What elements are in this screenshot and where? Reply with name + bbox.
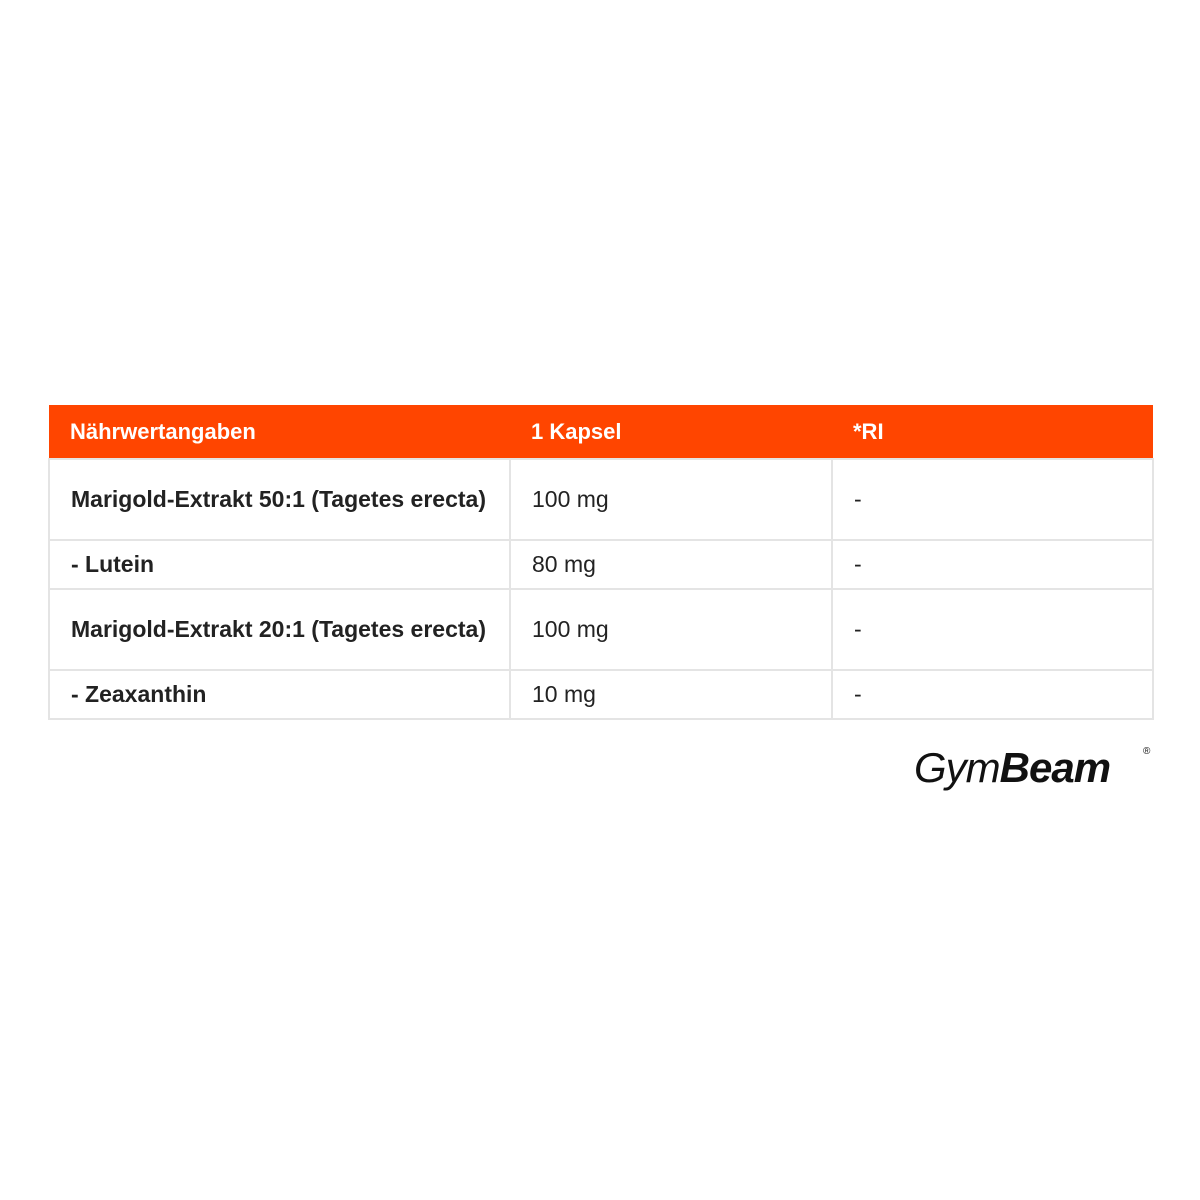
nutrition-table [48, 405, 1154, 720]
header-per-capsule: 1 Kapsel [510, 405, 832, 459]
nutrient-amount: 100 mg [510, 459, 832, 540]
header-reference-intake: *RI [832, 405, 1153, 459]
table-row [49, 589, 1153, 670]
logo-text-bold: Beam [999, 744, 1111, 791]
nutrient-name: - Lutein [49, 540, 510, 589]
svg-text:GymBeam [914, 744, 1110, 791]
gymbeam-logo [914, 742, 1154, 798]
table-row [49, 459, 1153, 540]
table-header-row [49, 405, 1153, 459]
nutrient-amount: 10 mg [510, 670, 832, 719]
table-row [49, 670, 1153, 719]
nutrient-amount: 100 mg [510, 589, 832, 670]
nutrient-ri: - [832, 589, 1153, 670]
nutrient-ri: - [832, 670, 1153, 719]
logo-text-light: Gym [914, 744, 1000, 791]
nutrient-amount: 80 mg [510, 540, 832, 589]
header-nutrition-info: Nährwertangaben [49, 405, 510, 459]
registered-mark: ® [1143, 746, 1151, 757]
nutrient-ri: - [832, 540, 1153, 589]
table-row [49, 540, 1153, 589]
nutrient-name: Marigold-Extrakt 20:1 (Tagetes erecta) [49, 589, 510, 670]
nutrient-name: Marigold-Extrakt 50:1 (Tagetes erecta) [49, 459, 510, 540]
nutrient-name: - Zeaxanthin [49, 670, 510, 719]
nutrient-ri: - [832, 459, 1153, 540]
